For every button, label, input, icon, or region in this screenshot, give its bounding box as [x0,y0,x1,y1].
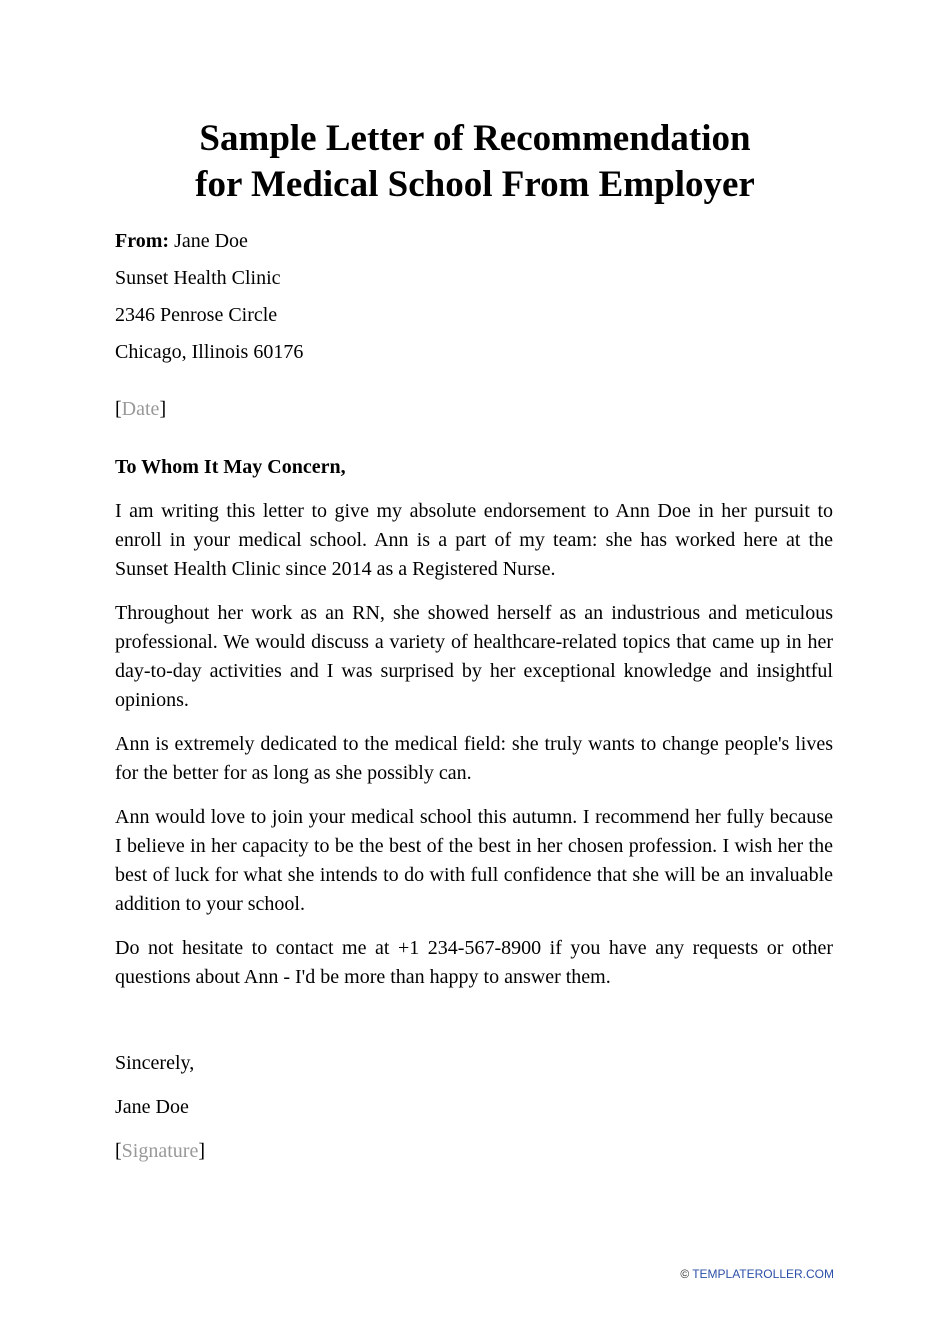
body-paragraph-5: Do not hesitate to contact me at +1 234-567-8900 if you have any requests or other questions about Ann - I'd be more than happy to answer them. [115,937,833,988]
sender-name-line [115,228,303,265]
signature-close-bracket: ] [198,1140,205,1162]
document-title [115,116,835,208]
sender-address-line-2: Chicago, Illinois 60176 [115,341,304,363]
signature-field [115,1138,205,1164]
sender-block [115,228,303,376]
from-label: From: [115,230,170,252]
date-field [115,396,166,422]
body-paragraph-3: Ann is extremely dedicated to the medical field: she truly wants to change people's lives for the better for as long as she possibly can. [115,733,833,784]
sender-address-line-1: 2346 Penrose Circle [115,304,278,326]
sender-organization: Sunset Health Clinic [115,267,281,289]
date-open-bracket: [ [115,398,122,420]
letter-body [115,497,833,1007]
body-paragraph-4: Ann would love to join your medical school this autumn. I recommend her fully because I believe in her capacity to be the best of the best in her chosen profession. I wish her the best of luck for what she intends to do with full confidence that she will be an invaluable addition to your school. [115,806,833,915]
signature-open-bracket: [ [115,1140,122,1162]
footer-site-link[interactable]: TEMPLATEROLLER.COM [692,1267,834,1281]
body-paragraph-2: Throughout her work as an RN, she showed herself as an industrious and meticulous professional. We would discuss a variety of healthcare-related topics that came up in her day-to-day activities and I was surprised by her exceptional knowledge and insightful opinions. [115,602,833,711]
copyright-icon: © [680,1267,690,1281]
date-close-bracket: ] [159,398,167,420]
salutation: To Whom It May Concern, [115,456,346,478]
title-line-1: Sample Letter of Recommendation [199,118,751,159]
title-line-2: for Medical School From Employer [195,164,755,205]
footer-credit [680,1266,834,1282]
sender-name: Jane Doe [174,230,248,252]
closing: Sincerely, [115,1052,195,1074]
date-placeholder: Date [121,398,160,420]
signer-name: Jane Doe [115,1096,189,1118]
signature-placeholder: Signature [121,1140,199,1162]
body-paragraph-1: I am writing this letter to give my absolute endorsement to Ann Doe in her pursuit to enroll in your medical school. Ann is a part of my team: she has worked here at the Sunset Health Clinic since 2014 as a Registered Nurse. [115,500,833,580]
